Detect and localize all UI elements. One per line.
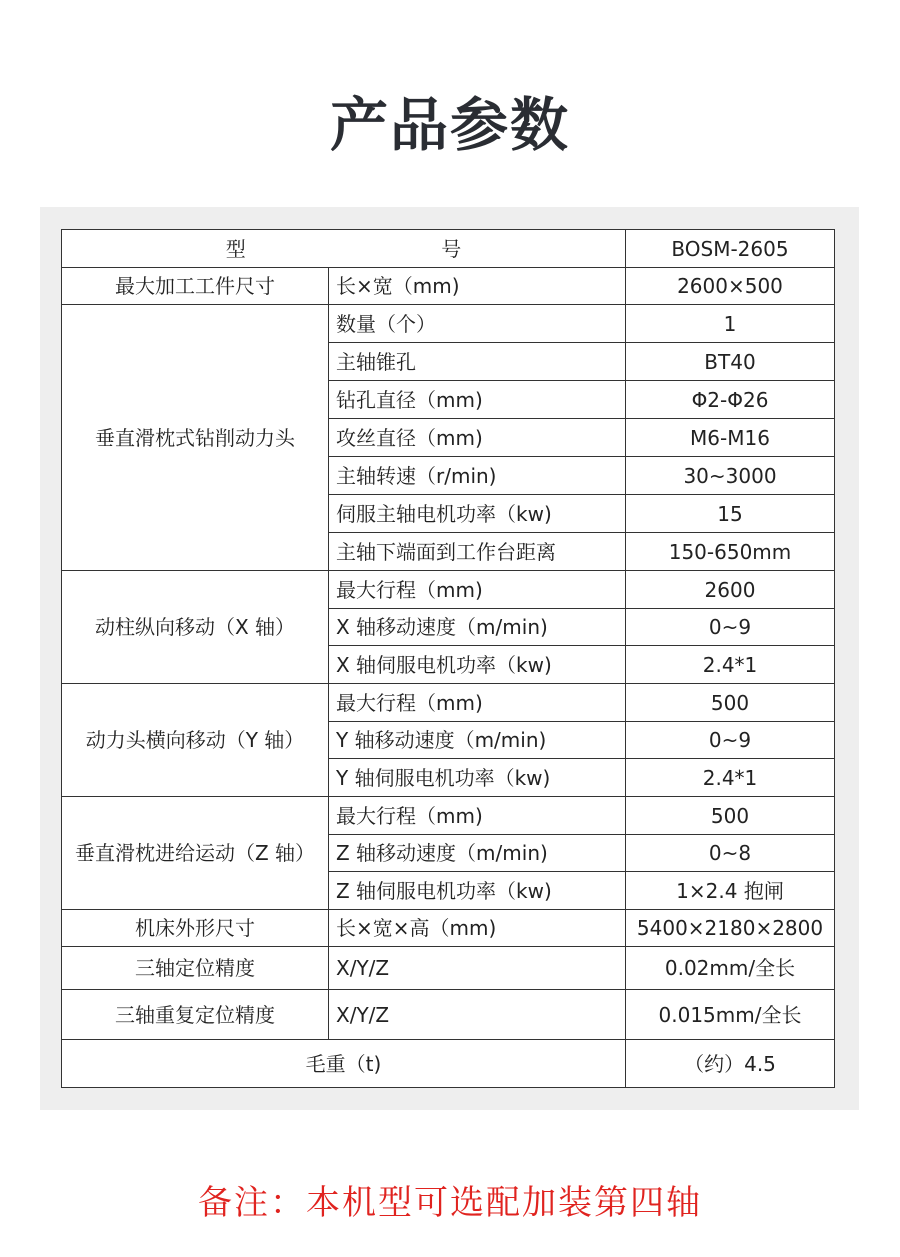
param-label: 伺服主轴电机功率（kw): [329, 495, 626, 533]
group-label: 最大加工工件尺寸: [62, 268, 329, 305]
param-label: 数量（个）: [329, 305, 626, 343]
param-value: 1×2.4 抱闸: [626, 872, 835, 910]
param-value: 2600: [626, 571, 835, 609]
table-header-row: [62, 230, 835, 268]
table-row: [62, 947, 835, 990]
param-label: X/Y/Z: [329, 947, 626, 990]
weight-value: （约）4.5: [626, 1040, 835, 1088]
param-value: 150-650mm: [626, 533, 835, 571]
param-label: Y 轴伺服电机功率（kw): [329, 759, 626, 797]
param-value: 500: [626, 684, 835, 722]
param-value: 30~3000: [626, 457, 835, 495]
param-value: 2.4*1: [626, 759, 835, 797]
param-value: M6-M16: [626, 419, 835, 457]
table-row: [62, 990, 835, 1040]
weight-label: 毛重（t): [62, 1040, 626, 1088]
model-value: BOSM-2605: [626, 230, 835, 268]
group-label: 垂直滑枕进给运动（Z 轴）: [62, 797, 329, 910]
param-label: X 轴移动速度（m/min): [329, 609, 626, 646]
table-row: [62, 910, 835, 947]
model-label-b: 号: [441, 236, 462, 261]
param-value: 500: [626, 797, 835, 835]
param-label: 最大行程（mm): [329, 684, 626, 722]
table-row: [62, 268, 835, 305]
param-label: Z 轴移动速度（m/min): [329, 835, 626, 872]
param-label: X/Y/Z: [329, 990, 626, 1040]
group-label: 动柱纵向移动（X 轴）: [62, 571, 329, 684]
param-label: 长×宽（mm): [329, 268, 626, 305]
param-label: Y 轴移动速度（m/min): [329, 722, 626, 759]
param-label: 最大行程（mm): [329, 571, 626, 609]
model-label-a: 型: [225, 236, 246, 261]
model-label-cell: [62, 230, 626, 268]
group-label: 机床外形尺寸: [62, 910, 329, 947]
param-label: 长×宽×高（mm): [329, 910, 626, 947]
param-label: X 轴伺服电机功率（kw): [329, 646, 626, 684]
param-label: 主轴下端面到工作台距离: [329, 533, 626, 571]
table-row: [62, 571, 835, 609]
param-label: 钻孔直径（mm): [329, 381, 626, 419]
group-label: 三轴定位精度: [62, 947, 329, 990]
param-label: 攻丝直径（mm): [329, 419, 626, 457]
table-row: [62, 797, 835, 835]
param-label: Z 轴伺服电机功率（kw): [329, 872, 626, 910]
param-value: 2.4*1: [626, 646, 835, 684]
param-value: BT40: [626, 343, 835, 381]
group-label: 三轴重复定位精度: [62, 990, 329, 1040]
param-label: 主轴转速（r/min): [329, 457, 626, 495]
param-value: 0~9: [626, 722, 835, 759]
table-row: [62, 1040, 835, 1088]
table-row: [62, 684, 835, 722]
table-row: [62, 305, 835, 343]
group-label: 垂直滑枕式钻削动力头: [62, 305, 329, 571]
remark-note: 备注：本机型可选配加装第四轴: [198, 1183, 702, 1223]
param-label: 最大行程（mm): [329, 797, 626, 835]
param-value: Φ2-Φ26: [626, 381, 835, 419]
param-value: 0.02mm/全长: [626, 947, 835, 990]
param-value: 15: [626, 495, 835, 533]
param-label: 主轴锥孔: [329, 343, 626, 381]
spec-table: [61, 229, 835, 1088]
param-value: 1: [626, 305, 835, 343]
param-value: 0~9: [626, 609, 835, 646]
page-title: 产品参数: [329, 91, 570, 159]
param-value: 0~8: [626, 835, 835, 872]
group-label: 动力头横向移动（Y 轴）: [62, 684, 329, 797]
param-value: 5400×2180×2800: [626, 910, 835, 947]
param-value: 2600×500: [626, 268, 835, 305]
param-value: 0.015mm/全长: [626, 990, 835, 1040]
